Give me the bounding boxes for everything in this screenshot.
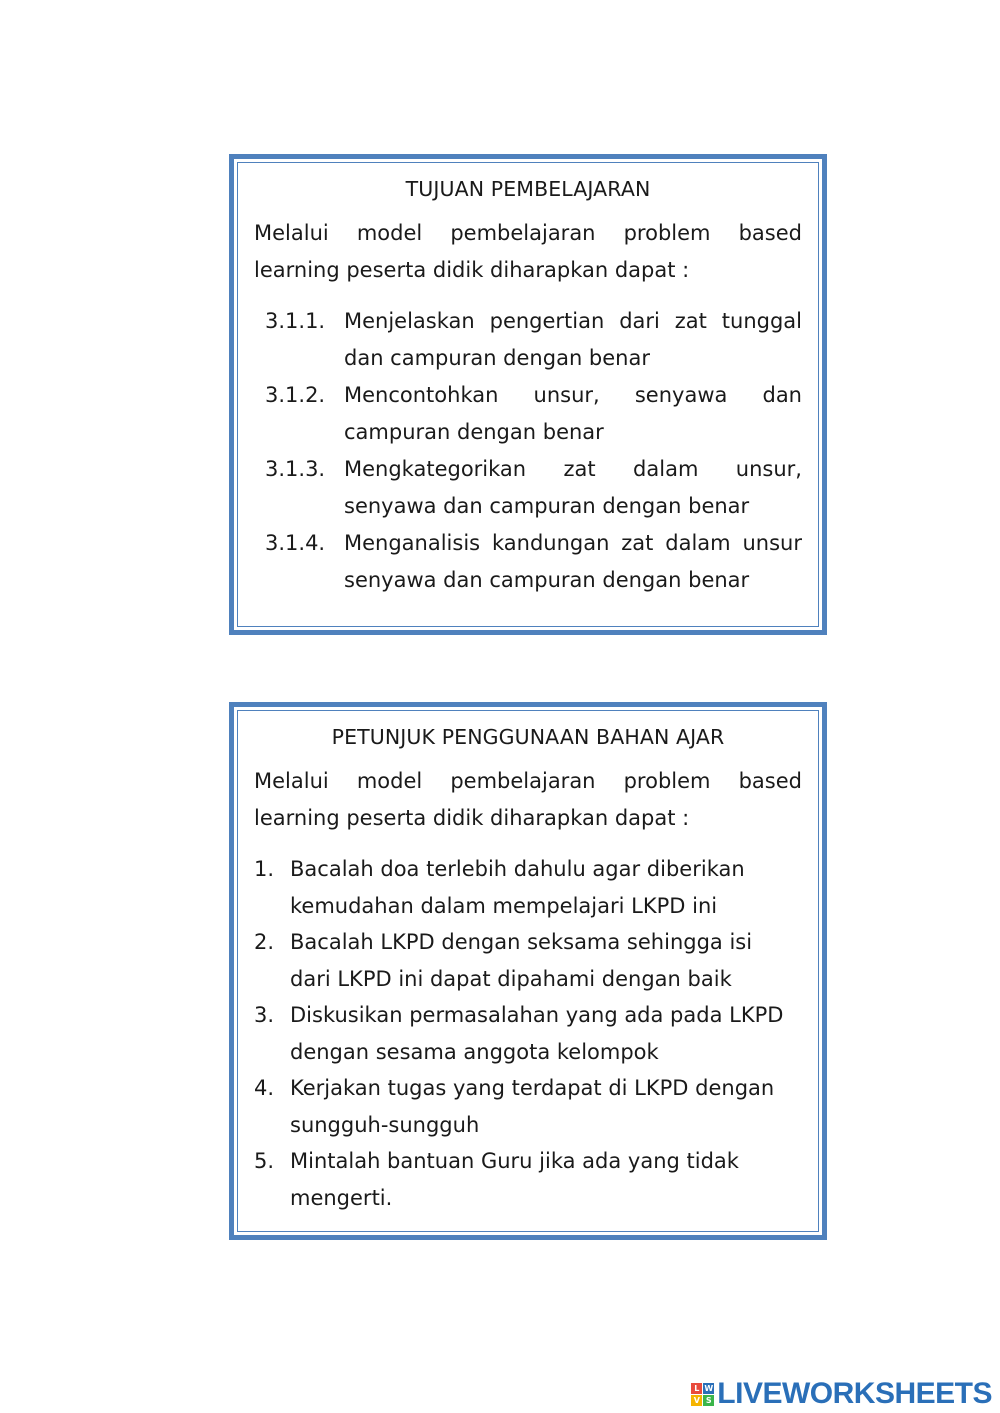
instruction-item <box>254 851 802 924</box>
objective-number: 3.1.4. <box>265 531 326 555</box>
instructions-intro <box>254 763 802 837</box>
instruction-text: Kerjakan tugas yang terdapat di LKPD dengan sungguh-sungguh <box>290 1076 775 1137</box>
logo-mark-cell: V <box>691 1395 702 1406</box>
objectives-title: TUJUAN PEMBELAJARAN <box>405 177 651 201</box>
instruction-item <box>254 1143 802 1216</box>
instruction-text: Bacalah LKPD dengan seksama sehingga isi dari LKPD ini dapat dipahami dengan baik <box>290 930 753 991</box>
objective-item <box>254 303 802 377</box>
objective-number: 3.1.2. <box>265 383 326 407</box>
objective-item <box>254 525 802 599</box>
instructions-title: PETUNJUK PENGGUNAAN BAHAN AJAR <box>331 725 725 749</box>
instructions-intro-line-1: Melalui model pembelajaran problem based <box>254 769 802 793</box>
instruction-number: 1. <box>254 857 275 881</box>
objective-number: 3.1.1. <box>265 309 326 333</box>
instruction-item <box>254 997 802 1070</box>
objective-text: Mengkategorikan zat dalam unsur, senyawa dan campuran dengan benar <box>344 457 802 518</box>
objectives-intro-line-2: learning peserta didik diharapkan dapat : <box>254 258 690 282</box>
instruction-number: 4. <box>254 1076 275 1100</box>
objective-text: Menjelaskan pengertian dari zat tunggal dan campuran dengan benar <box>344 309 802 370</box>
instructions-box <box>229 702 827 1240</box>
instruction-text: Mintalah bantuan Guru jika ada yang tidak mengerti. <box>290 1149 739 1210</box>
logo-mark-cell: W <box>704 1383 714 1393</box>
instruction-number: 2. <box>254 930 275 954</box>
instruction-item <box>254 924 802 997</box>
instruction-text: Bacalah doa terlebih dahulu agar diberikan kemudahan dalam mempelajari LKPD ini <box>290 857 745 918</box>
instruction-text: Diskusikan permasalahan yang ada pada LKPD dengan sesama anggota kelompok <box>290 1003 784 1064</box>
logo-mark-cell: S <box>703 1395 714 1406</box>
liveworksheets-logo-text: LIVEWORKSHEETS <box>717 1377 992 1410</box>
objective-text: Menganalisis kandungan zat dalam unsur senyawa dan campuran dengan benar <box>344 531 802 592</box>
instruction-item <box>254 1070 802 1143</box>
objectives-intro <box>254 215 802 289</box>
objective-number: 3.1.3. <box>265 457 326 481</box>
objective-item <box>254 451 802 525</box>
logo-mark-cell: L <box>691 1383 702 1394</box>
instructions-list <box>254 851 802 1216</box>
liveworksheets-logo[interactable] <box>691 1377 992 1411</box>
instructions-box-inner <box>237 710 819 1232</box>
objectives-box-inner <box>237 162 819 627</box>
instruction-number: 3. <box>254 1003 275 1027</box>
objectives-box <box>229 154 827 635</box>
objectives-intro-line-1: Melalui model pembelajaran problem based <box>254 221 802 245</box>
instruction-number: 5. <box>254 1149 275 1173</box>
objectives-list <box>254 303 802 599</box>
objective-item <box>254 377 802 451</box>
liveworksheets-logo-icon <box>691 1383 714 1406</box>
objective-text: Mencontohkan unsur, senyawa dan campuran dengan benar <box>344 383 802 444</box>
instructions-intro-line-2: learning peserta didik diharapkan dapat : <box>254 806 690 830</box>
